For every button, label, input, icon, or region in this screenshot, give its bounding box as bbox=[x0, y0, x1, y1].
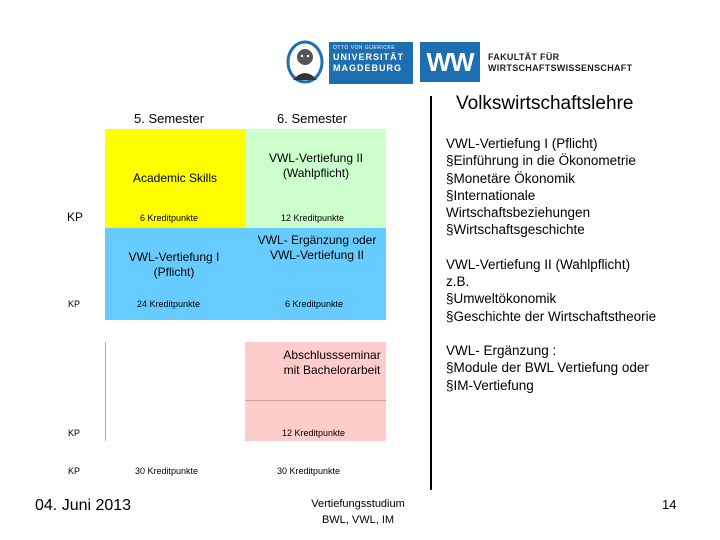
description-line: VWL- Ergänzung : bbox=[446, 342, 557, 358]
description-list bbox=[446, 135, 716, 394]
spacer bbox=[446, 325, 716, 342]
university-wordmark-line2: MAGDEBURG bbox=[333, 63, 402, 73]
university-wordmark-small: OTTO VON GUERICKE bbox=[333, 45, 396, 51]
kp-label: KP bbox=[68, 428, 81, 438]
university-logo bbox=[283, 40, 413, 86]
description-line: §Umweltökonomik bbox=[446, 291, 557, 307]
vertical-separator bbox=[430, 96, 432, 490]
academic-skills-title: Academic Skills bbox=[132, 171, 218, 185]
vwl-ergaenzung-title: VWL- Ergänzung oder VWL-Vertiefung II bbox=[257, 233, 377, 262]
header-semester-5: 5. Semester bbox=[134, 111, 205, 126]
description-line: §Wirtschaftsgeschichte bbox=[446, 222, 585, 238]
footer-date: 04. Juni 2013 bbox=[35, 497, 132, 514]
academic-skills-credits: 6 Kreditpunkte bbox=[140, 213, 199, 223]
header-semester-6: 6. Semester bbox=[277, 111, 348, 126]
faculty-ww-logo: WW bbox=[420, 42, 480, 82]
description-line: §Module der BWL Vertiefung oder bbox=[446, 360, 649, 376]
university-wordmark bbox=[329, 42, 413, 84]
kp-label: KP bbox=[67, 210, 84, 224]
page-number: 14 bbox=[662, 497, 677, 512]
guericke-portrait-icon bbox=[283, 40, 327, 86]
total-sem5-credits: 30 Kreditpunkte bbox=[135, 466, 199, 476]
footer-center-line1: Vertiefungsstudium bbox=[311, 498, 405, 510]
kp-label: KP bbox=[68, 466, 81, 476]
cell-divider bbox=[245, 400, 386, 401]
footer-center-line2: BWL, VWL, IM bbox=[321, 514, 395, 526]
vwl-vertiefung-ii-credits: 12 Kreditpunkte bbox=[281, 213, 345, 223]
total-sem6-credits: 30 Kreditpunkte bbox=[277, 466, 341, 476]
faculty-name-line2: WIRTSCHAFTSWISSENSCHAFT bbox=[488, 63, 633, 73]
description-line: §Monetäre Ökonomik bbox=[446, 170, 576, 186]
spacer bbox=[446, 239, 716, 256]
vwl-vertiefung-i-title: VWL-Vertiefung I (Pflicht) bbox=[128, 250, 220, 279]
description-line: z.B. bbox=[446, 274, 470, 290]
description-line: VWL-Vertiefung I (Pflicht) bbox=[446, 136, 598, 151]
university-wordmark-line1: UNIVERSITÄT bbox=[333, 52, 405, 62]
description-line: §Internationale bbox=[446, 187, 536, 203]
faculty-name bbox=[488, 52, 632, 74]
footer-center bbox=[278, 496, 438, 528]
description-line: VWL-Vertiefung II (Wahlpflicht) bbox=[446, 256, 631, 272]
abschlussseminar-title: Abschlussseminar mit Bachelorarbeit bbox=[283, 348, 381, 377]
vwl-vertiefung-i-credits: 24 Kreditpunkte bbox=[137, 299, 201, 309]
kp-label: KP bbox=[68, 299, 81, 309]
faculty-name-line1: FAKULTÄT FÜR bbox=[488, 52, 560, 62]
description-line: §IM-Vertiefung bbox=[446, 377, 534, 393]
description-line: §Einführung in die Ökonometrie bbox=[446, 153, 636, 169]
description-line: Wirtschaftsbeziehungen bbox=[446, 205, 591, 221]
description-line: §Geschichte der Wirtschaftstheorie bbox=[446, 308, 657, 324]
abschlussseminar-credits: 12 Kreditpunkte bbox=[282, 428, 346, 438]
vwl-ergaenzung-credits: 6 Kreditpunkte bbox=[285, 299, 344, 309]
panel-title: Volkswirtschaftslehre bbox=[456, 93, 634, 114]
vwl-vertiefung-ii-title: VWL-Vertiefung II (Wahlpflicht) bbox=[268, 151, 364, 180]
cell-divider bbox=[105, 342, 106, 441]
